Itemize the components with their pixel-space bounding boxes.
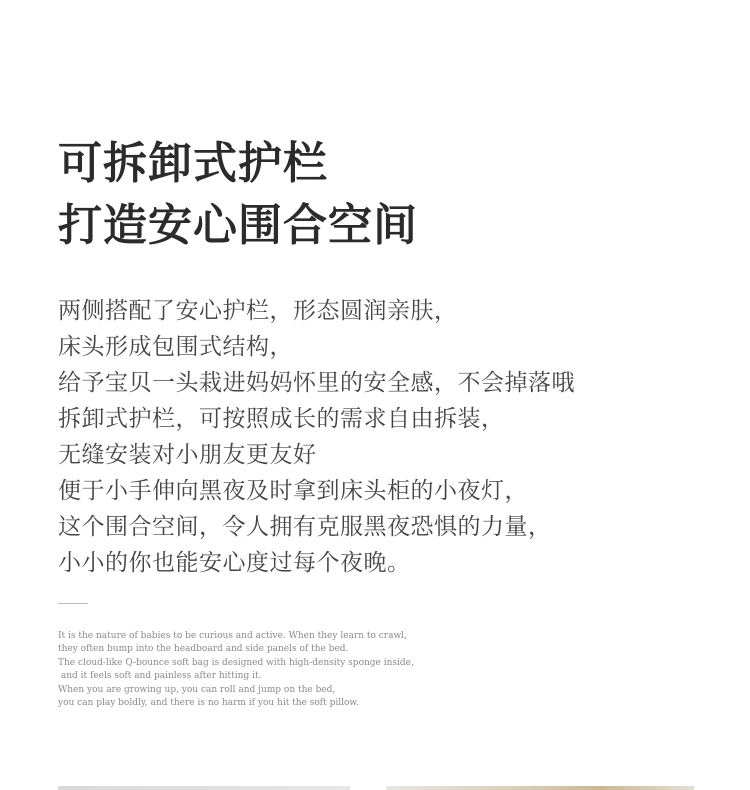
description-cn-line-3: 给予宝贝一头栽进妈妈怀里的安全感，不会掉落哦 xyxy=(58,370,575,396)
description-en-line-5: When you are growing up, you can roll and jump on the bed, xyxy=(58,684,336,695)
headline xyxy=(58,133,418,257)
description-cn-line-8: 小小的你也能安心度过每个夜晚。 xyxy=(58,550,411,576)
photo-gap xyxy=(350,786,386,790)
description-cn-line-6: 便于小手伸向黑夜及时拿到床头柜的小夜灯， xyxy=(58,478,528,504)
description-en-line-3: The cloud-like Q-bounce soft bag is designed with high-density sponge inside, xyxy=(58,657,414,668)
description-cn-line-7: 这个围合空间，令人拥有克服黑夜恐惧的力量， xyxy=(58,514,552,540)
description-cn-line-2: 床头形成包围式结构， xyxy=(58,334,293,360)
description-cn-line-1: 两侧搭配了安心护栏，形态圆润亲肤， xyxy=(58,298,458,324)
short-divider xyxy=(58,603,88,604)
product-photo-right xyxy=(386,786,694,790)
description-en-line-2: they often bump into the headboard and side panels of the bed. xyxy=(58,644,349,655)
description-cn-line-5: 无缝安装对小朋友更友好 xyxy=(58,442,317,468)
description-cn-line-4: 拆卸式护栏，可按照成长的需求自由拆装， xyxy=(58,406,505,432)
headline-line-2: 打造安心围合空间 xyxy=(58,200,418,251)
description-chinese xyxy=(58,293,575,581)
description-english xyxy=(58,630,414,710)
product-photo-left xyxy=(58,786,350,790)
product-photo-edge xyxy=(58,786,694,790)
description-en-line-4: and it feels soft and painless after hitting it. xyxy=(58,671,262,682)
description-en-line-6: you can play boldly, and there is no harm if you hit the soft pillow. xyxy=(58,698,359,709)
description-en-line-1: It is the nature of babies to be curious and active. When they learn to crawl, xyxy=(58,631,407,641)
headline-line-1: 可拆卸式护栏 xyxy=(58,138,328,189)
